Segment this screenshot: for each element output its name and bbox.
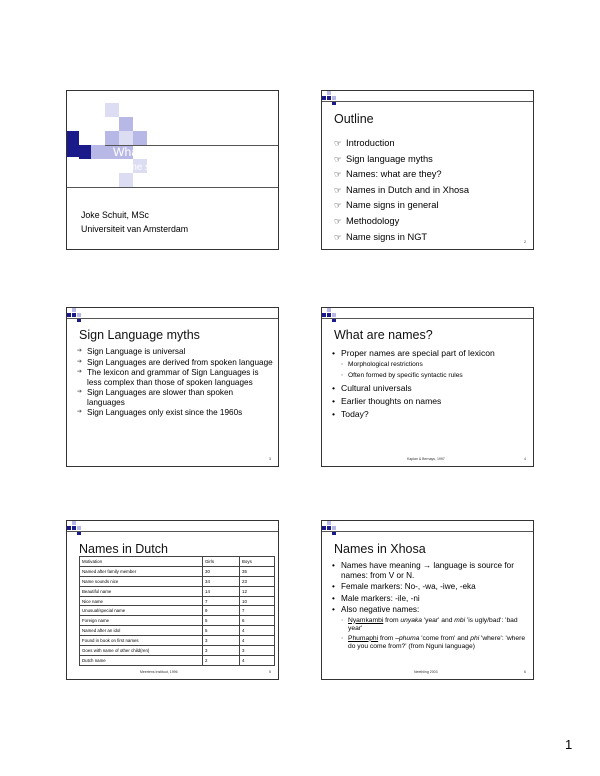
slide-3 (66, 307, 279, 467)
myth-item: ➔ Sign Languages only exist since the 1960s (77, 408, 243, 418)
outline-item: ☞ Methodology (334, 214, 469, 230)
bullet-item: • Female markers: No-, -wa, -iwe, -eka (332, 582, 476, 591)
slide-5-number: 5 (269, 670, 271, 674)
slide-5 (66, 520, 279, 680)
arrow-bullet-icon: ➔ (77, 369, 83, 376)
slide-4-number: 4 (524, 457, 526, 461)
page-number: 1 (565, 737, 573, 752)
outline-item: ☞ Names: what are they? (334, 167, 469, 183)
arrow-bullet-icon: ➔ (77, 358, 83, 365)
table-row: Name sounds nice 34 23 (80, 576, 275, 586)
slide-4 (321, 307, 534, 467)
sub-bullet-item: ◦ Often formed by specific syntactic rules (341, 372, 463, 379)
slide-5-footer: Meertens Instituut, 1996 (140, 670, 178, 674)
pointing-hand-icon: ☞ (334, 231, 342, 242)
slide-2-number: 2 (524, 240, 526, 244)
slide-4-title: What are names? (334, 328, 433, 342)
bullet-item: • Earlier thoughts on names (332, 396, 442, 406)
outline-item: ☞ Name signs in general (334, 198, 469, 214)
bullet-item: • Also negative names: (332, 605, 420, 614)
table-row: Goes with name of other child(ren) 3 3 (80, 646, 275, 656)
pointing-hand-icon: ☞ (334, 215, 342, 226)
arrow-bullet-icon: ➔ (77, 348, 83, 354)
outline-item: ☞ Names in Dutch and in Xhosa (334, 183, 469, 199)
slide-3-title: Sign Language myths (79, 328, 200, 342)
bullet-item: • Proper names are special part of lexicon (332, 348, 495, 358)
table-row: Nice name 7 10 (80, 596, 275, 606)
slide-1-subtitle (115, 161, 202, 173)
sub-bullet-item: ◦ Morphological restrictions (341, 361, 423, 368)
slide-4-footer: Kaplan & Bernays, 1997 (407, 457, 445, 461)
myth-item: ➔ The lexicon and grammar of Sign Languages is less complex than those of spoken languages (77, 368, 259, 387)
dutch-names-table (79, 556, 275, 666)
table-row: Beautiful name 14 12 (80, 586, 275, 596)
bullet-item: • Cultural universals (332, 383, 412, 393)
slide-1-subtitle-initial: N (115, 161, 124, 173)
table-row: Named after family member 30 35 (80, 566, 275, 576)
bullet-item: • Male markers: -ile, -ni (332, 593, 420, 603)
slide-3-number: 3 (269, 457, 271, 461)
outline-item: ☞ Introduction (334, 136, 469, 152)
myth-item: ➔ Sign Languages are derived from spoken language (77, 357, 273, 367)
pointing-hand-icon: ☞ (334, 200, 342, 211)
table-row: Unusual/special name 9 7 (80, 606, 275, 616)
arrow-bullet-icon: ➔ (77, 409, 83, 416)
myths-list (77, 347, 273, 419)
slide-6-footer: Neethling 2003 (414, 670, 438, 674)
slide-6-body (332, 561, 527, 653)
table-row: Foreign name 5 6 (80, 616, 275, 626)
bullet-item: • Names have meaning → language is source for names: from V or N. (332, 561, 514, 580)
table-row: Found in book on first names 3 4 (80, 636, 275, 646)
slide-1-author: Joke Schuit, MSc (81, 210, 149, 220)
pointing-hand-icon: ☞ (334, 169, 342, 180)
slide-2-title: Outline (334, 112, 374, 126)
slide-1-title: What's in a name sign? (113, 145, 240, 159)
sub-bullet-item: ◦ Phumaphi from –phuma 'come from' and phi 'where': 'where do you come from?' (from Nguni language) (341, 634, 526, 650)
bullet-item: • Today? (332, 409, 369, 419)
slide-1-subtitle-rest: ame signs in NGT (123, 162, 202, 173)
slide-6-number: 6 (524, 670, 526, 674)
slide-6-title: Names in Xhosa (334, 542, 426, 556)
slide-6 (321, 520, 534, 680)
table-row: Dutch name 2 4 (80, 655, 275, 665)
outline-item: ☞ Sign language myths (334, 152, 469, 168)
slide-1-affiliation: Universiteit van Amsterdam (81, 224, 189, 234)
slide-4-body (332, 348, 527, 422)
table-header-row: Motivation Girls Boys (80, 557, 275, 567)
pointing-hand-icon: ☞ (334, 153, 342, 164)
slide-1 (66, 90, 279, 250)
myth-item: ➔ Sign Language is universal (77, 347, 186, 356)
slide-2 (321, 90, 534, 250)
slide-5-title: Names in Dutch (79, 542, 168, 556)
arrow-bullet-icon: ➔ (77, 389, 83, 396)
sub-bullet-item: ◦ Nyamkambi from unyaka 'year' and mbi 'is ugly/bad': 'bad year' (341, 616, 518, 632)
myth-item: ➔ Sign Languages are slower than spoken languages (77, 388, 234, 407)
outline-item: ☞ Name signs in NGT (334, 230, 469, 246)
table-row: Named after an idol 5 4 (80, 626, 275, 636)
pointing-hand-icon: ☞ (334, 184, 342, 195)
outline-list (334, 136, 469, 245)
pointing-hand-icon: ☞ (334, 138, 342, 148)
